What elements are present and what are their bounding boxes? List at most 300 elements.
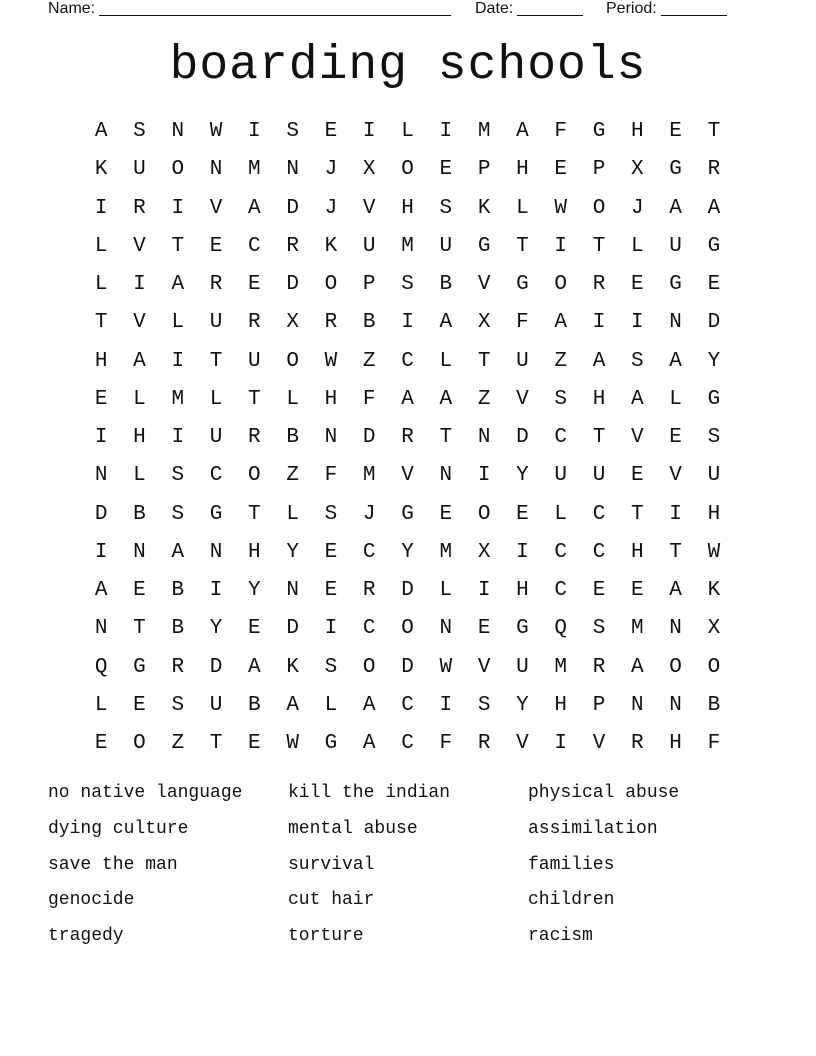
- grid-letter[interactable]: A: [669, 196, 682, 220]
- grid-letter[interactable]: O: [401, 158, 414, 182]
- grid-letter[interactable]: H: [94, 349, 108, 373]
- grid-letter[interactable]: G: [516, 617, 529, 641]
- grid-letter[interactable]: S: [707, 426, 721, 450]
- grid-letter[interactable]: E: [592, 579, 606, 603]
- grid-letter[interactable]: K: [477, 196, 491, 220]
- grid-letter[interactable]: B: [286, 426, 299, 450]
- grid-letter[interactable]: R: [707, 158, 721, 182]
- grid-letter[interactable]: W: [439, 655, 453, 679]
- grid-letter[interactable]: O: [669, 655, 682, 679]
- grid-letter[interactable]: C: [401, 732, 414, 756]
- grid-letter[interactable]: N: [171, 120, 185, 144]
- grid-letter[interactable]: O: [248, 464, 261, 488]
- grid-letter[interactable]: T: [133, 617, 146, 641]
- grid-letter[interactable]: B: [248, 693, 261, 717]
- grid-letter[interactable]: T: [592, 234, 606, 258]
- grid-letter[interactable]: X: [631, 158, 644, 182]
- grid-letter[interactable]: H: [133, 426, 146, 450]
- grid-letter[interactable]: C: [554, 540, 568, 564]
- grid-letter[interactable]: T: [707, 120, 721, 144]
- grid-letter[interactable]: I: [477, 464, 491, 488]
- grid-letter[interactable]: X: [707, 617, 721, 641]
- grid-letter[interactable]: S: [324, 655, 338, 679]
- grid-letter[interactable]: I: [362, 120, 376, 144]
- grid-letter[interactable]: S: [171, 693, 185, 717]
- grid-letter[interactable]: A: [631, 387, 644, 411]
- grid-letter[interactable]: L: [554, 502, 568, 526]
- grid-letter[interactable]: A: [439, 311, 453, 335]
- grid-letter[interactable]: B: [171, 579, 185, 603]
- grid-letter[interactable]: K: [286, 655, 299, 679]
- word-list: [48, 781, 768, 960]
- grid-letter[interactable]: C: [401, 693, 414, 717]
- grid-letter[interactable]: C: [592, 540, 606, 564]
- grid-letter[interactable]: C: [248, 234, 261, 258]
- grid-letter[interactable]: V: [669, 464, 682, 488]
- grid-letter[interactable]: W: [209, 120, 223, 144]
- grid-letter[interactable]: A: [554, 311, 568, 335]
- grid-letter[interactable]: S: [133, 120, 146, 144]
- grid-letter[interactable]: C: [362, 540, 376, 564]
- grid-letter[interactable]: E: [94, 387, 108, 411]
- grid-letter[interactable]: A: [439, 387, 453, 411]
- grid-letter[interactable]: V: [516, 387, 529, 411]
- grid-letter[interactable]: S: [401, 273, 414, 297]
- date-blank[interactable]: [517, 0, 583, 16]
- grid-letter[interactable]: E: [631, 273, 644, 297]
- grid-letter[interactable]: E: [439, 502, 453, 526]
- grid-letter[interactable]: R: [477, 732, 491, 756]
- grid-letter[interactable]: K: [707, 579, 721, 603]
- period-field[interactable]: [606, 0, 727, 18]
- name-label: Name:: [48, 0, 96, 17]
- grid-letter[interactable]: O: [324, 273, 338, 297]
- grid-letter[interactable]: C: [554, 579, 568, 603]
- grid-letter[interactable]: B: [439, 273, 453, 297]
- grid-letter[interactable]: T: [631, 502, 644, 526]
- grid-letter[interactable]: D: [286, 617, 299, 641]
- grid-letter[interactable]: T: [439, 426, 453, 450]
- grid-letter[interactable]: A: [362, 732, 376, 756]
- grid-letter[interactable]: U: [248, 349, 261, 373]
- grid-letter[interactable]: A: [94, 579, 108, 603]
- grid-letter[interactable]: J: [324, 158, 338, 182]
- grid-letter[interactable]: D: [286, 273, 299, 297]
- grid-letter[interactable]: C: [554, 426, 568, 450]
- grid-letter[interactable]: R: [248, 426, 261, 450]
- grid-letter[interactable]: I: [171, 426, 185, 450]
- grid-letter[interactable]: Y: [286, 540, 299, 564]
- grid-letter[interactable]: H: [516, 579, 529, 603]
- grid-letter[interactable]: V: [516, 732, 529, 756]
- grid-letter[interactable]: Q: [94, 655, 108, 679]
- grid-letter[interactable]: R: [324, 311, 338, 335]
- grid-letter[interactable]: K: [324, 234, 338, 258]
- grid-letter[interactable]: Y: [707, 349, 721, 373]
- grid-letter[interactable]: V: [592, 732, 606, 756]
- grid-letter[interactable]: T: [516, 234, 529, 258]
- grid-letter[interactable]: N: [286, 579, 299, 603]
- grid-letter[interactable]: I: [554, 234, 568, 258]
- grid-letter[interactable]: D: [401, 655, 414, 679]
- grid-letter[interactable]: V: [401, 464, 414, 488]
- grid-letter[interactable]: J: [631, 196, 644, 220]
- grid-letter[interactable]: O: [554, 273, 568, 297]
- grid-letter[interactable]: E: [324, 540, 338, 564]
- grid-letter[interactable]: U: [209, 426, 223, 450]
- grid-letter[interactable]: Y: [248, 579, 261, 603]
- grid-letter[interactable]: A: [94, 120, 108, 144]
- grid-letter[interactable]: A: [631, 655, 644, 679]
- grid-letter[interactable]: M: [171, 387, 185, 411]
- grid-letter[interactable]: Z: [554, 349, 568, 373]
- grid-letter[interactable]: D: [362, 426, 376, 450]
- grid-letter[interactable]: G: [669, 158, 682, 182]
- grid-letter[interactable]: R: [209, 273, 223, 297]
- grid-letter[interactable]: N: [94, 464, 108, 488]
- grid-letter[interactable]: A: [362, 693, 376, 717]
- grid-letter[interactable]: G: [209, 502, 223, 526]
- grid-letter[interactable]: E: [248, 273, 261, 297]
- grid-letter[interactable]: L: [324, 693, 338, 717]
- grid-letter[interactable]: F: [516, 311, 529, 335]
- grid-letter[interactable]: I: [592, 311, 606, 335]
- grid-letter[interactable]: N: [286, 158, 299, 182]
- grid-letter[interactable]: V: [477, 655, 491, 679]
- grid-letter[interactable]: W: [286, 732, 299, 756]
- grid-letter[interactable]: D: [94, 502, 108, 526]
- grid-letter[interactable]: A: [248, 196, 261, 220]
- grid-letter[interactable]: M: [401, 234, 414, 258]
- date-field[interactable]: [475, 0, 583, 18]
- grid-letter[interactable]: G: [401, 502, 414, 526]
- grid-letter[interactable]: U: [707, 464, 721, 488]
- grid-letter[interactable]: E: [554, 158, 568, 182]
- grid-letter[interactable]: L: [516, 196, 529, 220]
- grid-letter[interactable]: G: [477, 234, 491, 258]
- grid-letter[interactable]: E: [209, 234, 223, 258]
- grid-letter[interactable]: G: [592, 120, 606, 144]
- grid-letter[interactable]: L: [133, 387, 146, 411]
- grid-letter[interactable]: D: [401, 579, 414, 603]
- grid-letter[interactable]: A: [286, 693, 299, 717]
- grid-letter[interactable]: I: [209, 579, 223, 603]
- grid-letter[interactable]: I: [554, 732, 568, 756]
- grid-letter[interactable]: I: [248, 120, 261, 144]
- grid-letter[interactable]: R: [592, 655, 606, 679]
- grid-letter[interactable]: P: [592, 693, 606, 717]
- grid-letter[interactable]: P: [362, 273, 376, 297]
- grid-letter[interactable]: A: [669, 349, 682, 373]
- grid-letter[interactable]: I: [171, 196, 185, 220]
- word-list-item: racism: [528, 926, 593, 947]
- grid-letter[interactable]: H: [248, 540, 261, 564]
- grid-letter[interactable]: N: [439, 464, 453, 488]
- grid-letter[interactable]: N: [209, 540, 223, 564]
- grid-letter[interactable]: I: [669, 502, 682, 526]
- grid-letter[interactable]: R: [171, 655, 185, 679]
- grid-letter[interactable]: B: [133, 502, 146, 526]
- grid-letter[interactable]: R: [248, 311, 261, 335]
- grid-letter[interactable]: J: [362, 502, 376, 526]
- grid-letter[interactable]: H: [324, 387, 338, 411]
- grid-letter[interactable]: V: [133, 311, 146, 335]
- grid-letter[interactable]: H: [631, 540, 644, 564]
- grid-letter[interactable]: S: [324, 502, 338, 526]
- grid-letter[interactable]: C: [209, 464, 223, 488]
- grid-letter[interactable]: E: [631, 579, 644, 603]
- grid-letter[interactable]: E: [707, 273, 721, 297]
- grid-letter[interactable]: T: [477, 349, 491, 373]
- grid-letter[interactable]: I: [94, 426, 108, 450]
- grid-letter[interactable]: V: [631, 426, 644, 450]
- grid-letter[interactable]: G: [133, 655, 146, 679]
- grid-letter[interactable]: M: [477, 120, 491, 144]
- grid-letter[interactable]: R: [286, 234, 299, 258]
- word-list-item: mental abuse: [288, 818, 418, 839]
- grid-letter[interactable]: U: [362, 234, 376, 258]
- grid-letter[interactable]: O: [707, 655, 721, 679]
- grid-letter[interactable]: I: [94, 196, 108, 220]
- grid-letter[interactable]: Z: [477, 387, 491, 411]
- grid-letter[interactable]: I: [324, 617, 338, 641]
- grid-letter[interactable]: N: [669, 311, 682, 335]
- grid-letter[interactable]: T: [248, 502, 261, 526]
- grid-letter[interactable]: O: [286, 349, 299, 373]
- grid-letter[interactable]: X: [477, 540, 491, 564]
- grid-letter[interactable]: E: [669, 120, 682, 144]
- grid-letter[interactable]: N: [133, 540, 146, 564]
- grid-letter[interactable]: H: [707, 502, 721, 526]
- grid-letter[interactable]: F: [439, 732, 453, 756]
- grid-letter[interactable]: E: [477, 617, 491, 641]
- grid-letter[interactable]: G: [324, 732, 338, 756]
- grid-letter[interactable]: I: [133, 273, 146, 297]
- grid-letter[interactable]: T: [248, 387, 261, 411]
- grid-letter[interactable]: A: [516, 120, 529, 144]
- grid-letter[interactable]: U: [209, 693, 223, 717]
- grid-letter[interactable]: L: [439, 349, 453, 373]
- grid-letter[interactable]: Z: [171, 732, 185, 756]
- grid-letter[interactable]: S: [286, 120, 299, 144]
- grid-letter[interactable]: U: [439, 234, 453, 258]
- grid-letter[interactable]: D: [209, 655, 223, 679]
- grid-letter[interactable]: H: [554, 693, 568, 717]
- grid-letter[interactable]: L: [439, 579, 453, 603]
- grid-letter[interactable]: J: [324, 196, 338, 220]
- grid-letter[interactable]: A: [401, 387, 414, 411]
- grid-letter[interactable]: E: [94, 732, 108, 756]
- grid-letter[interactable]: V: [209, 196, 223, 220]
- grid-letter[interactable]: N: [209, 158, 223, 182]
- grid-letter[interactable]: L: [133, 464, 146, 488]
- grid-letter[interactable]: U: [554, 464, 568, 488]
- grid-letter[interactable]: M: [631, 617, 644, 641]
- grid-letter[interactable]: E: [248, 617, 261, 641]
- grid-letter[interactable]: E: [669, 426, 682, 450]
- grid-letter[interactable]: M: [439, 540, 453, 564]
- grid-letter[interactable]: N: [477, 426, 491, 450]
- grid-letter[interactable]: E: [631, 464, 644, 488]
- grid-letter[interactable]: B: [171, 617, 185, 641]
- grid-letter[interactable]: X: [286, 311, 299, 335]
- grid-letter[interactable]: V: [362, 196, 376, 220]
- grid-letter[interactable]: Y: [401, 540, 414, 564]
- grid-letter[interactable]: L: [401, 120, 414, 144]
- grid-letter[interactable]: X: [477, 311, 491, 335]
- grid-letter[interactable]: F: [554, 120, 568, 144]
- name-blank[interactable]: [99, 0, 451, 16]
- grid-letter[interactable]: L: [286, 502, 299, 526]
- grid-letter[interactable]: C: [592, 502, 606, 526]
- grid-letter[interactable]: G: [516, 273, 529, 297]
- grid-letter[interactable]: O: [401, 617, 414, 641]
- grid-letter[interactable]: G: [707, 387, 721, 411]
- grid-letter[interactable]: T: [669, 540, 682, 564]
- grid-letter[interactable]: Y: [516, 464, 529, 488]
- grid-letter[interactable]: E: [324, 120, 338, 144]
- grid-letter[interactable]: A: [707, 196, 721, 220]
- grid-letter[interactable]: S: [439, 196, 453, 220]
- grid-letter[interactable]: B: [707, 693, 721, 717]
- grid-letter[interactable]: R: [401, 426, 414, 450]
- grid-letter[interactable]: D: [286, 196, 299, 220]
- grid-letter[interactable]: G: [669, 273, 682, 297]
- grid-letter[interactable]: C: [362, 617, 376, 641]
- grid-letter[interactable]: A: [592, 349, 606, 373]
- grid-letter[interactable]: U: [209, 311, 223, 335]
- grid-letter[interactable]: S: [554, 387, 568, 411]
- grid-letter[interactable]: R: [631, 732, 644, 756]
- grid-letter[interactable]: P: [592, 158, 606, 182]
- grid-letter[interactable]: M: [248, 158, 261, 182]
- grid-letter[interactable]: N: [669, 617, 682, 641]
- grid-letter[interactable]: N: [631, 693, 644, 717]
- grid-letter[interactable]: P: [477, 158, 491, 182]
- grid-letter[interactable]: I: [631, 311, 644, 335]
- grid-letter[interactable]: E: [516, 502, 529, 526]
- grid-letter[interactable]: T: [592, 426, 606, 450]
- grid-letter[interactable]: K: [94, 158, 108, 182]
- grid-letter[interactable]: Z: [362, 349, 376, 373]
- grid-letter[interactable]: M: [362, 464, 376, 488]
- grid-letter[interactable]: H: [631, 120, 644, 144]
- grid-letter[interactable]: S: [592, 617, 606, 641]
- grid-letter[interactable]: S: [631, 349, 644, 373]
- grid-letter[interactable]: U: [516, 349, 529, 373]
- grid-letter[interactable]: A: [669, 579, 682, 603]
- grid-letter[interactable]: F: [362, 387, 376, 411]
- grid-letter[interactable]: H: [592, 387, 606, 411]
- grid-letter[interactable]: R: [362, 579, 376, 603]
- grid-letter[interactable]: I: [477, 579, 491, 603]
- grid-letter[interactable]: Y: [516, 693, 529, 717]
- grid-letter[interactable]: V: [477, 273, 491, 297]
- grid-letter[interactable]: B: [362, 311, 376, 335]
- grid-letter[interactable]: F: [324, 464, 338, 488]
- grid-letter[interactable]: U: [133, 158, 146, 182]
- grid-letter[interactable]: R: [592, 273, 606, 297]
- grid-letter[interactable]: X: [362, 158, 376, 182]
- name-field[interactable]: [48, 0, 451, 18]
- grid-letter[interactable]: L: [94, 693, 108, 717]
- grid-letter[interactable]: L: [94, 234, 108, 258]
- grid-letter[interactable]: L: [669, 387, 682, 411]
- grid-letter[interactable]: G: [707, 234, 721, 258]
- grid-letter[interactable]: T: [94, 311, 108, 335]
- grid-letter[interactable]: E: [133, 579, 146, 603]
- grid-letter[interactable]: E: [248, 732, 261, 756]
- grid-letter[interactable]: I: [516, 540, 529, 564]
- grid-letter[interactable]: I: [439, 693, 453, 717]
- grid-letter[interactable]: I: [171, 349, 185, 373]
- grid-letter[interactable]: A: [248, 655, 261, 679]
- grid-letter[interactable]: V: [133, 234, 146, 258]
- word-search-grid[interactable]: [82, 113, 734, 763]
- grid-letter[interactable]: A: [171, 273, 185, 297]
- grid-letter[interactable]: N: [669, 693, 682, 717]
- grid-letter[interactable]: E: [133, 693, 146, 717]
- grid-letter[interactable]: N: [439, 617, 453, 641]
- period-blank[interactable]: [661, 0, 727, 16]
- grid-letter[interactable]: D: [707, 311, 721, 335]
- grid-letter[interactable]: R: [133, 196, 146, 220]
- grid-letter[interactable]: N: [94, 617, 108, 641]
- grid-letter[interactable]: I: [439, 120, 453, 144]
- grid-letter[interactable]: T: [209, 349, 223, 373]
- grid-letter[interactable]: U: [516, 655, 529, 679]
- grid-letter[interactable]: I: [94, 540, 108, 564]
- grid-letter[interactable]: U: [669, 234, 682, 258]
- grid-letter[interactable]: O: [171, 158, 185, 182]
- grid-letter[interactable]: L: [286, 387, 299, 411]
- grid-letter[interactable]: E: [439, 158, 453, 182]
- grid-letter[interactable]: H: [401, 196, 414, 220]
- grid-letter[interactable]: C: [401, 349, 414, 373]
- grid-letter[interactable]: E: [324, 579, 338, 603]
- grid-letter[interactable]: O: [477, 502, 491, 526]
- grid-letter[interactable]: H: [669, 732, 682, 756]
- grid-letter[interactable]: W: [554, 196, 568, 220]
- grid-letter[interactable]: Y: [209, 617, 223, 641]
- grid-letter[interactable]: L: [94, 273, 108, 297]
- grid-letter[interactable]: N: [324, 426, 338, 450]
- grid-letter[interactable]: L: [171, 311, 185, 335]
- grid-letter[interactable]: A: [171, 540, 185, 564]
- grid-letter[interactable]: O: [362, 655, 376, 679]
- grid-letter[interactable]: W: [324, 349, 338, 373]
- grid-letter[interactable]: L: [631, 234, 644, 258]
- grid-letter[interactable]: Z: [286, 464, 299, 488]
- grid-letter[interactable]: I: [401, 311, 414, 335]
- grid-letter[interactable]: A: [133, 349, 146, 373]
- grid-letter[interactable]: L: [209, 387, 223, 411]
- grid-letter[interactable]: S: [171, 464, 185, 488]
- grid-letter[interactable]: W: [707, 540, 721, 564]
- grid-letter[interactable]: M: [554, 655, 568, 679]
- grid-letter[interactable]: S: [477, 693, 491, 717]
- grid-letter[interactable]: O: [133, 732, 146, 756]
- grid-letter[interactable]: T: [171, 234, 185, 258]
- grid-letter[interactable]: F: [707, 732, 721, 756]
- grid-letter[interactable]: H: [516, 158, 529, 182]
- grid-letter[interactable]: Q: [554, 617, 568, 641]
- grid-letter[interactable]: U: [592, 464, 606, 488]
- grid-letter[interactable]: O: [592, 196, 606, 220]
- grid-letter[interactable]: D: [516, 426, 529, 450]
- grid-letter[interactable]: T: [209, 732, 223, 756]
- grid-letter[interactable]: S: [171, 502, 185, 526]
